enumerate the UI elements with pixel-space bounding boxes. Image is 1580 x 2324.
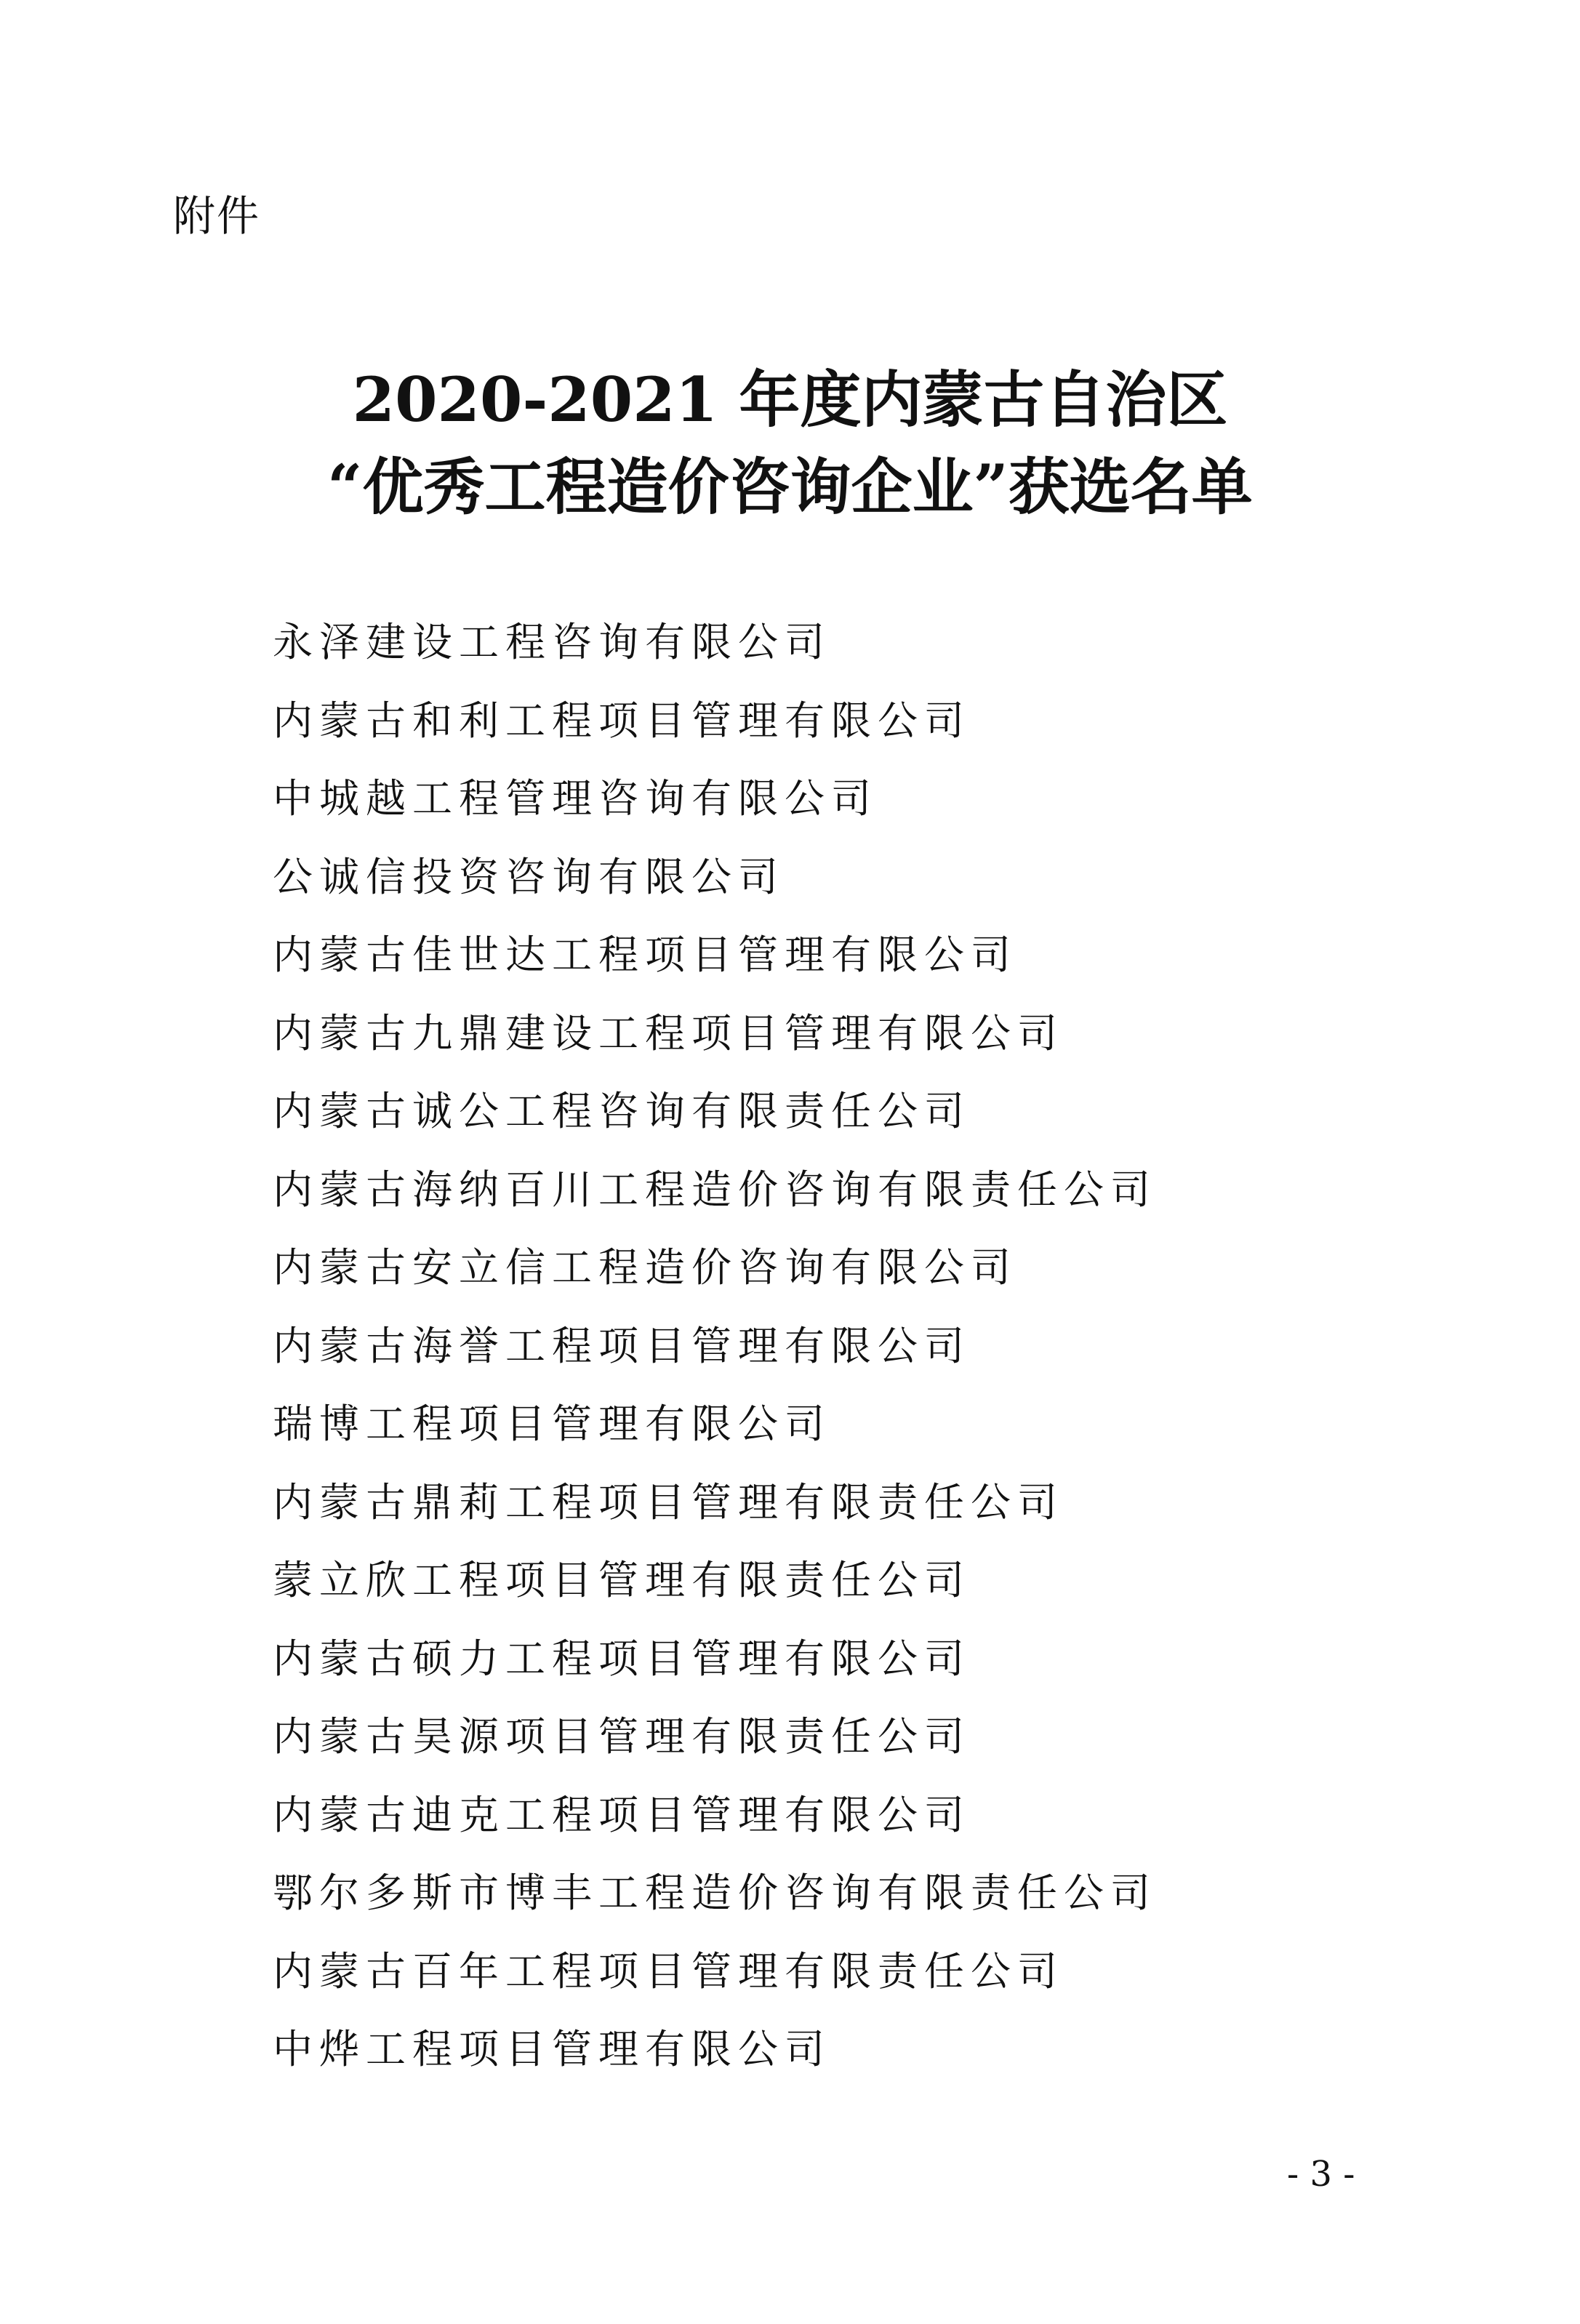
company-item: 内蒙古海誉工程项目管理有限公司 <box>273 1322 971 1369</box>
company-list <box>273 604 1157 2089</box>
company-item: 内蒙古迪克工程项目管理有限公司 <box>273 1791 971 1838</box>
document-title <box>0 356 1580 531</box>
company-item: 内蒙古和利工程项目管理有限公司 <box>273 697 971 744</box>
company-item: 内蒙古安立信工程造价咨询有限公司 <box>273 1244 1018 1291</box>
company-item: 瑞博工程项目管理有限公司 <box>273 1401 832 1447</box>
company-item: 永泽建设工程咨询有限公司 <box>273 619 832 665</box>
company-item: 公诚信投资咨询有限公司 <box>273 853 785 900</box>
company-item: 内蒙古佳世达工程项目管理有限公司 <box>273 931 1018 978</box>
company-item: 内蒙古昊源项目管理有限责任公司 <box>273 1713 971 1760</box>
company-item: 内蒙古海纳百川工程造价咨询有限责任公司 <box>273 1166 1158 1213</box>
title-line-1: 2020-2021 年度内蒙古自治区 <box>352 364 1228 436</box>
company-item: 中城越工程管理咨询有限公司 <box>273 775 878 822</box>
company-item: 中烨工程项目管理有限公司 <box>273 2026 832 2072</box>
company-item: 内蒙古诚公工程咨询有限责任公司 <box>273 1088 971 1134</box>
title-line-2: “优秀工程造价咨询企业”获选名单 <box>327 451 1253 523</box>
company-item: 蒙立欣工程项目管理有限责任公司 <box>273 1557 971 1603</box>
company-item: 内蒙古鼎莉工程项目管理有限责任公司 <box>273 1478 1064 1526</box>
company-item: 鄂尔多斯市博丰工程造价咨询有限责任公司 <box>273 1870 1158 1916</box>
page-number: - 3 - <box>1287 2154 1355 2195</box>
attachment-label: 附件 <box>173 191 261 241</box>
company-item: 内蒙古硕力工程项目管理有限公司 <box>273 1635 971 1682</box>
company-item: 内蒙古百年工程项目管理有限责任公司 <box>273 1947 1064 1995</box>
company-item: 内蒙古九鼎建设工程项目管理有限公司 <box>273 1009 1064 1057</box>
